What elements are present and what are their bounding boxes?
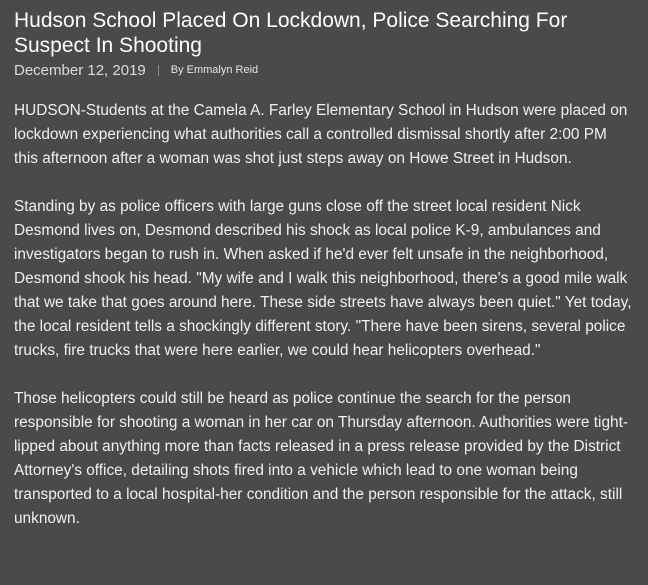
publish-date: December 12, 2019 <box>14 61 146 79</box>
paragraph-3: Those helicopters could still be heard as police continue the search for the person responsible for shooting a woman in her car on Thursday afternoon. Authorities were tight-lipped about anything more than facts released in a press release provided by the District Attorney's office, detailing shots fired into a vehicle which lead to one woman being transported to a local hospital-her condition and the person responsible for the attack, still unknown. <box>14 390 628 527</box>
paragraph-2: Standing by as police officers with large guns close off the street local resident Nick Desmond lives on, Desmond described his shock as local police K-9, ambulances and investigators began to rush in. When asked if he'd ever felt unsafe in the neighborhood, Desmond shook his head. "My wife and I walk this neighborhood, there's a good mile walk that we take that goes around here. These side streets have always been quiet." Yet today, the local resident tells a shockingly different story. "There have been sirens, several police trucks, fire trucks that were here earlier, we could hear helicopters overhead." <box>14 198 632 359</box>
article-headline: Hudson School Placed On Lockdown, Police Searching For Suspect In Shooting <box>14 9 568 57</box>
paragraph-1: HUDSON-Students at the Camela A. Farley Elementary School in Hudson were placed on lockdown experiencing what authorities call a controlled dismissal shortly after 2:00 PM this afternoon after a woman was shot just steps away on Howe Street in Hudson. <box>14 102 628 167</box>
meta-divider <box>158 65 159 76</box>
author-byline: By Emmalyn Reid <box>170 64 259 76</box>
article-meta <box>14 59 634 81</box>
article-body <box>14 99 634 531</box>
